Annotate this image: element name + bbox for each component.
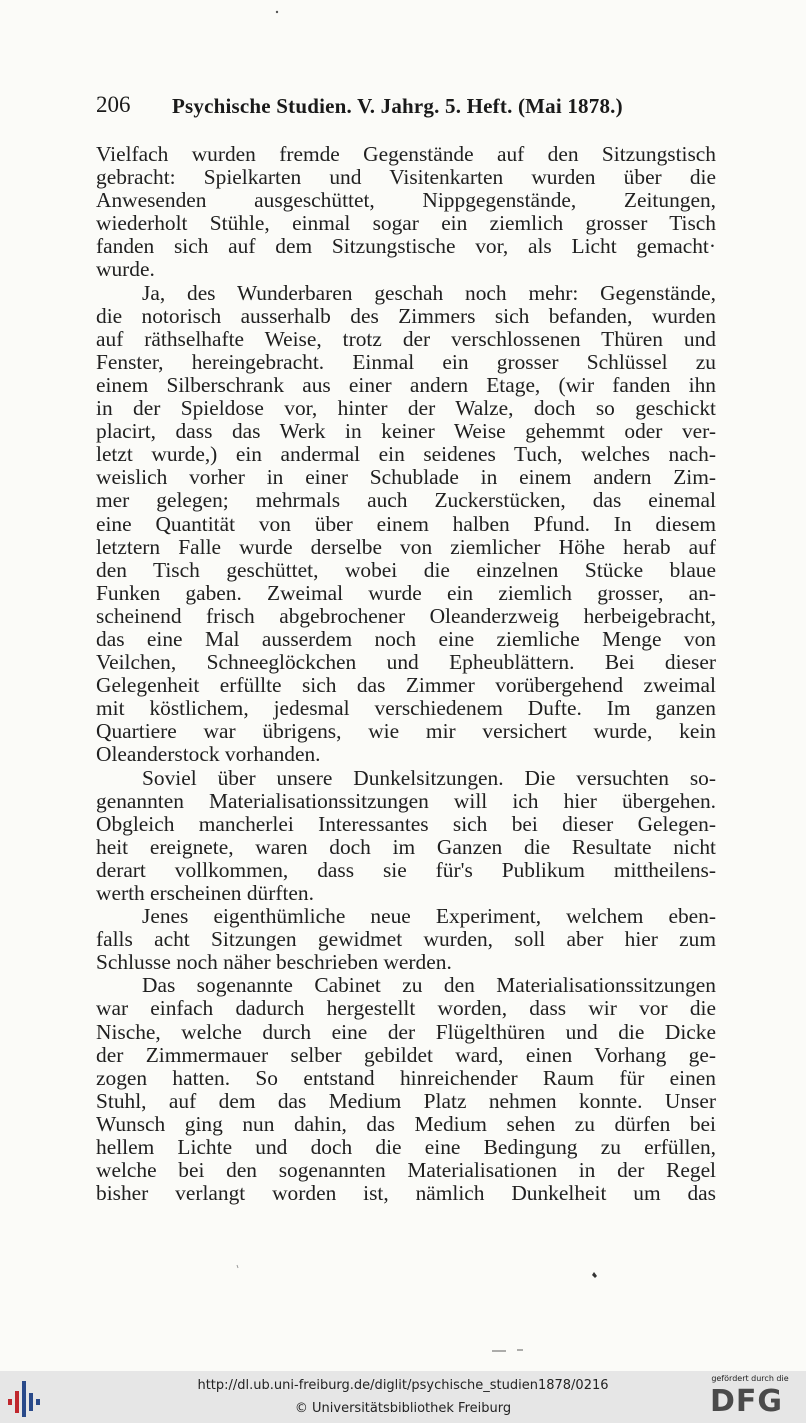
- text-line: placirt, dass das Werk in keiner Weise gehemmt oder ver-: [96, 419, 716, 444]
- text-line: Funken gaben. Zweimal wurde ein ziemlich grosser, an-: [96, 580, 716, 605]
- text-line: in der Spieldose vor, hinter der Walze, doch so geschickt: [96, 396, 716, 421]
- text-line: eine Quantität von über einem halben Pfund. In diesem: [96, 511, 716, 536]
- scan-speck: [237, 1265, 238, 1268]
- text-line: Fenster, hereingebracht. Einmal ein grosser Schlüssel zu: [96, 349, 716, 374]
- text-line: mer gelegen; mehrmals auch Zuckerstücken, das einemal: [96, 488, 716, 513]
- text-line: weislich vorher in einer Schublade in einem andern Zim-: [96, 465, 716, 490]
- text-line: Anwesenden ausgeschüttet, Nippgegenstände, Zeitungen,: [96, 188, 716, 213]
- text-line: Stuhl, auf dem das Medium Platz nehmen konnte. Unser: [96, 1088, 716, 1113]
- text-line: Gelegenheit erfüllte sich das Zimmer vorübergehend zweimal: [96, 673, 716, 698]
- text-line: welche bei den sogenannten Materialisationen in der Regel: [96, 1158, 716, 1183]
- footer-bar: [0, 1371, 806, 1423]
- text-line: mit köstlichem, jedesmal verschiedenem Dufte. Im ganzen: [96, 696, 716, 721]
- text-line: bisher verlangt worden ist, nämlich Dunkelheit um das: [96, 1181, 716, 1206]
- text-line: zogen hatten. So entstand hinreichender Raum für einen: [96, 1065, 716, 1090]
- body-text: [96, 143, 716, 1205]
- text-line: die notorisch ausserhalb des Zimmers sich befanden, wurden: [96, 303, 716, 328]
- text-line: Quartiere war übrigens, wie mir versichert wurde, kein: [96, 719, 716, 744]
- text-line: gebracht: Spielkarten und Visitenkarten wurden über die: [96, 165, 716, 190]
- text-line: wiederholt Stühle, einmal sogar ein ziemlich grosser Tisch: [96, 211, 716, 236]
- scan-speck: [276, 11, 278, 13]
- text-line: auf räthselhafte Weise, trotz der verschlossenen Thüren und: [96, 326, 716, 351]
- dfg-logo: [700, 1374, 800, 1420]
- funding-note: gefördert durch die: [711, 1374, 789, 1383]
- text-line: wurde.: [96, 257, 155, 282]
- source-url[interactable]: http://dl.ub.uni-freiburg.de/diglit/psychische_studien1878/0216: [197, 1378, 609, 1393]
- text-line: Soviel über unsere Dunkelsitzungen. Die versuchten so-: [142, 765, 716, 790]
- text-line: Das sogenannte Cabinet zu den Materialisationssitzungen: [142, 973, 716, 998]
- text-line: Schlusse noch näher beschrieben werden.: [96, 950, 452, 975]
- page-header: [96, 92, 716, 122]
- text-line: derart vollkommen, dass sie für's Publikum mittheilens-: [96, 857, 716, 882]
- text-line: Jenes eigenthümliche neue Experiment, welchem eben-: [142, 904, 716, 929]
- text-line: falls acht Sitzungen gewidmet wurden, soll aber hier zum: [96, 927, 716, 952]
- text-line: Wunsch ging nun dahin, das Medium sehen zu dürfen bei: [96, 1111, 716, 1136]
- text-line: einem Silberschrank aus einer andern Etage, (wir fanden ihn: [96, 372, 716, 397]
- text-line: letztern Falle wurde derselbe von ziemlicher Höhe herab auf: [96, 534, 716, 559]
- text-line: den Tisch geschüttet, wobei die einzelnen Stücke blaue: [96, 557, 716, 582]
- text-line: Nische, welche durch eine der Flügelthüren und die Dicke: [96, 1019, 716, 1044]
- funder-logo-text: DFG: [710, 1384, 784, 1419]
- text-line: Obgleich mancherlei Interessantes sich bei dieser Gelegen-: [96, 811, 716, 836]
- text-line: genannten Materialisationssitzungen will ich hier übergehen.: [96, 788, 716, 813]
- text-line: heit ereignete, waren doch im Ganzen die Resultate nicht: [96, 834, 716, 859]
- text-line: Ja, des Wunderbaren geschah noch mehr: Gegenstände,: [142, 280, 716, 305]
- copyright-notice: © Universitätsbibliothek Freiburg: [294, 1401, 512, 1416]
- page-number: 206: [96, 92, 131, 117]
- text-line: werth erscheinen dürften.: [96, 881, 314, 905]
- text-line: der Zimmermauer selber gebildet ward, einen Vorhang ge-: [96, 1042, 716, 1067]
- running-title: Psychische Studien. V. Jahrg. 5. Heft. (Mai 1878.): [172, 94, 623, 118]
- text-line: scheinend frisch abgebrochener Oleanderzweig herbeigebracht,: [96, 603, 716, 628]
- text-line: fanden sich auf dem Sitzungstische vor, als Licht gemacht·: [96, 234, 716, 259]
- text-line: letzt wurde,) ein andermal ein seidenes Tuch, welches nach-: [96, 442, 716, 467]
- text-line: das eine Mal ausserdem noch eine ziemliche Menge von: [96, 626, 716, 651]
- text-line: war einfach dadurch hergestellt worden, dass wir vor die: [96, 996, 716, 1021]
- text-line: Veilchen, Schneeglöckchen und Epheublättern. Bei dieser: [96, 650, 716, 675]
- text-line: hellem Lichte und doch die eine Bedingung zu erfüllen,: [96, 1135, 716, 1160]
- text-line: Vielfach wurden fremde Gegenstände auf den Sitzungstisch: [96, 142, 716, 166]
- scan-speck: [592, 1272, 597, 1278]
- text-line: Oleanderstock vorhanden.: [96, 742, 321, 767]
